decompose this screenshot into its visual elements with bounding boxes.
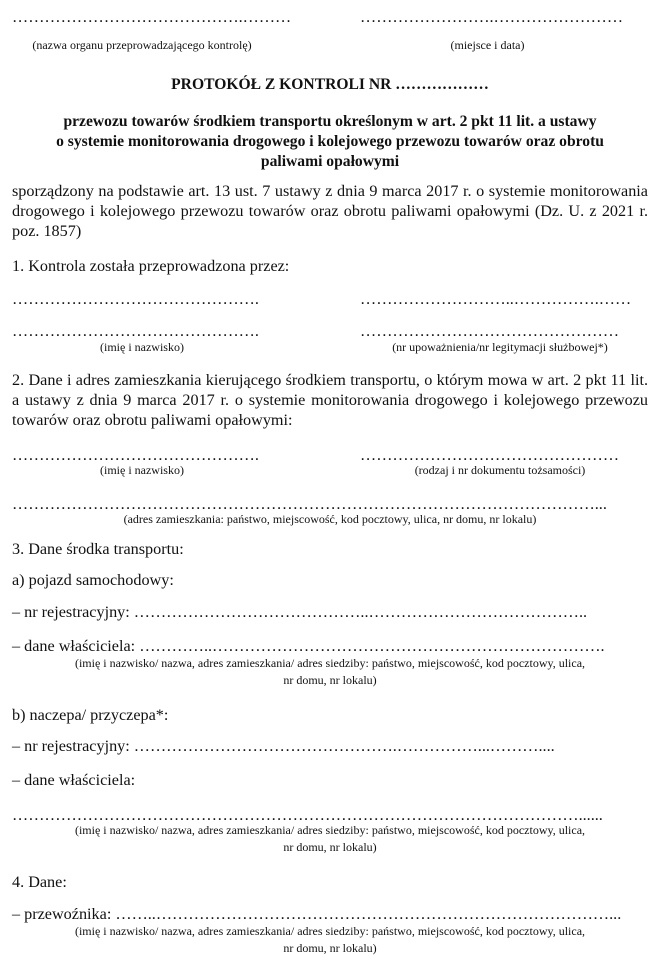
section4-heading: 4. Dane: — [12, 873, 67, 891]
inspector-id-caption: (nr upoważnienia/nr legitymacji służbowej*) — [392, 340, 608, 354]
vehicle-label: a) pojazd samochodowy: — [12, 571, 174, 589]
place-date-dots: …………………….…………………… — [360, 8, 624, 26]
document-subtitle-line2: o systemie monitorowania drogowego i kolejowego przewozu towarów oraz obrotu — [56, 133, 604, 150]
driver-document-dots: ………………………………………… — [360, 446, 619, 464]
document-subtitle-line1: przewozu towarów środkiem transportu określonym w art. 2 pkt 11 lit. a ustawy — [63, 113, 597, 130]
driver-document-caption: (rodzaj i nr dokumentu tożsamości) — [414, 463, 586, 477]
place-date-caption: (miejsce i data) — [450, 38, 525, 52]
inspector-name-dots-2: ………………………………………. — [12, 322, 259, 340]
carrier-line: – przewoźnika: ……..…………………………………………………………………………... — [12, 905, 622, 923]
trailer-registration-line: – nr rejestracyjny: ………………………………………….……………...……….... — [12, 737, 555, 755]
document-title: PROTOKÓŁ Z KONTROLI NR ……………… — [171, 76, 489, 93]
section1-heading: 1. Kontrola została przeprowadzona przez: — [12, 257, 290, 275]
trailer-owner-dots: ……………………………………………………………………………………………...... — [12, 806, 603, 824]
driver-address-caption: (adres zamieszkania: państwo, miejscowość, kod pocztowy, ulica, nr domu, nr lokalu) — [123, 512, 537, 526]
document-subtitle-line3: paliwami opałowymi — [260, 153, 400, 170]
intro-paragraph: sporządzony na podstawie art. 13 ust. 7 ustawy z dnia 9 marca 2017 r. o systemie monitorowania drogowego i kolejowego przewozu towarów oraz obrotu paliwami opałowymi (Dz. U. z 2021 r. poz. 1857) — [12, 182, 648, 240]
trailer-owner-label: – dane właściciela: — [12, 771, 136, 789]
org-name-caption: (nazwa organu przeprowadzającego kontrolę) — [32, 38, 252, 52]
driver-address-dots: ………………………………………………………………………………………………... — [12, 495, 607, 513]
vehicle-registration-line: – nr rejestracyjny: ……………………………………..………………………………….. — [12, 603, 588, 621]
vehicle-owner-line: – dane właściciela: …………..………………………………………………………………. — [12, 637, 605, 655]
vehicle-owner-caption-1: (imię i nazwisko/ nazwa, adres zamieszkania/ adres siedziby: państwo, miejscowość, kod pocztowy, ulica, — [74, 656, 586, 670]
section2-heading: 2. Dane i adres zamieszkania kierującego środkiem transportu, o którym mowa w art. 2 pkt 11 lit. a ustawy z dnia 9 marca 2017 r. o systemie monitorowania drogowego i kolejowego przewozu towarów oraz obrotu paliwami opałowymi: — [12, 371, 648, 429]
carrier-caption-2: nr domu, nr lokalu) — [283, 941, 377, 955]
inspector-name-caption: (imię i nazwisko) — [100, 340, 184, 354]
inspector-id-dots-1: ………………………..…………….…… — [360, 290, 632, 308]
carrier-caption-1: (imię i nazwisko/ nazwa, adres zamieszkania/ adres siedziby: państwo, miejscowość, kod pocztowy, ulica, — [74, 924, 586, 938]
org-name-dots: …………………………………….……… — [12, 8, 292, 26]
trailer-owner-caption-2: nr domu, nr lokalu) — [283, 840, 377, 854]
inspector-id-dots-2: ………………………………………… — [360, 322, 619, 340]
trailer-owner-caption-1: (imię i nazwisko/ nazwa, adres zamieszkania/ adres siedziby: państwo, miejscowość, kod pocztowy, ulica, — [74, 823, 586, 837]
section3-heading: 3. Dane środka transportu: — [12, 540, 184, 558]
vehicle-owner-caption-2: nr domu, nr lokalu) — [283, 673, 377, 687]
driver-name-caption: (imię i nazwisko) — [100, 463, 184, 477]
trailer-label: b) naczepa/ przyczepa*: — [12, 706, 169, 724]
driver-name-dots: ………………………………………. — [12, 446, 259, 464]
inspector-name-dots-1: ………………………………………. — [12, 290, 259, 308]
